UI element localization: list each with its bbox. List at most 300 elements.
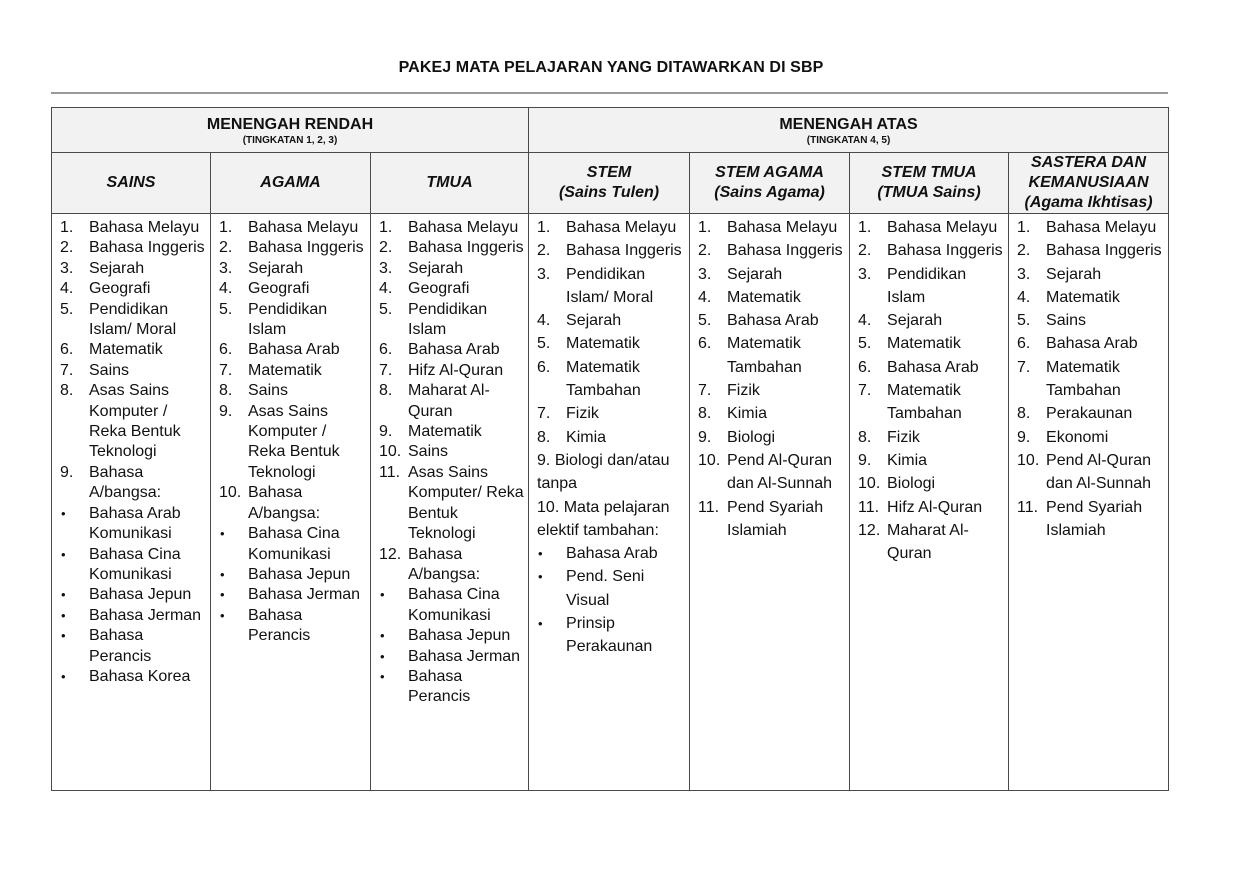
bullet-marker: • xyxy=(61,546,66,562)
numbered-item xyxy=(850,472,1008,495)
numbered-item xyxy=(1009,286,1168,309)
item-label: Pendidikan Islam xyxy=(248,300,328,339)
numbered-item xyxy=(529,332,689,355)
column-header-stem xyxy=(529,153,690,214)
item-label: Bahasa Inggeris xyxy=(566,242,682,260)
bullet-item xyxy=(529,612,689,659)
item-label: Bahasa Arab xyxy=(248,341,340,359)
column-header-line: STEM xyxy=(586,164,632,181)
bullet-item xyxy=(52,585,210,605)
bullet-item xyxy=(371,626,528,646)
item-number: 2. xyxy=(537,242,551,260)
bullet-marker: • xyxy=(61,505,66,521)
item-label: Matematik xyxy=(408,423,482,441)
bullet-marker: • xyxy=(220,587,225,603)
item-number: 3. xyxy=(858,265,872,283)
numbered-item xyxy=(1009,356,1168,403)
numbered-item xyxy=(211,402,370,484)
item-number: 6. xyxy=(1017,335,1031,353)
item-number: 10. xyxy=(219,484,242,502)
item-label: Matematik xyxy=(887,335,961,353)
column-header-sains xyxy=(52,153,211,214)
item-label: Pend Al-Quran dan Al-Sunnah xyxy=(1046,451,1152,493)
numbered-item xyxy=(1009,263,1168,286)
numbered-item xyxy=(690,426,849,449)
numbered-item xyxy=(690,286,849,309)
bullet-marker: • xyxy=(380,648,385,664)
column-header-sastera-dan-kemanusiaan xyxy=(1009,153,1169,214)
item-number: 11. xyxy=(379,463,401,481)
numbered-item xyxy=(690,402,849,425)
numbered-item xyxy=(1009,239,1168,262)
item-number: 10. xyxy=(1017,451,1040,469)
item-number: 6. xyxy=(537,358,551,376)
item-label: Sejarah xyxy=(566,312,622,330)
item-label: Sains xyxy=(248,382,289,400)
item-label: Bahasa Arab xyxy=(408,341,500,359)
numbered-item xyxy=(690,449,849,496)
numbered-item xyxy=(371,422,528,442)
numbered-item xyxy=(1009,402,1168,425)
item-number: 4. xyxy=(1017,288,1031,306)
numbered-item xyxy=(211,259,370,279)
item-number: 2. xyxy=(698,242,712,260)
item-number: 7. xyxy=(379,361,393,379)
bullet-marker: • xyxy=(220,607,225,623)
item-label: Bahasa Inggeris xyxy=(727,242,843,260)
item-number: 8. xyxy=(1017,405,1031,423)
item-label: Fizik xyxy=(727,382,760,400)
group-subtitle: (TINGKATAN 4, 5) xyxy=(806,135,891,146)
column-header-line: AGAMA xyxy=(260,174,321,191)
item-label: Biologi xyxy=(887,475,936,493)
item-label: Bahasa Melayu xyxy=(248,219,359,236)
numbered-item xyxy=(371,381,528,422)
numbered-item xyxy=(371,545,528,586)
item-label: Matematik xyxy=(89,341,163,359)
item-number: 7. xyxy=(858,382,872,400)
column-body-row xyxy=(52,214,1169,791)
numbered-item xyxy=(850,239,1008,262)
item-label: Bahasa Melayu xyxy=(727,219,838,236)
item-number: 10. xyxy=(858,475,881,493)
item-number: 2. xyxy=(858,242,872,260)
item-label: Pendidikan Islam xyxy=(887,265,967,306)
item-number: 4. xyxy=(219,280,233,298)
item-label: Bahasa Perancis xyxy=(408,667,471,706)
numbered-item xyxy=(1009,449,1168,496)
title-divider xyxy=(51,92,1168,94)
item-label: Bahasa Cina Komunikasi xyxy=(408,586,500,624)
item-label: Bahasa Melayu xyxy=(566,219,677,236)
bullet-item xyxy=(529,542,689,565)
item-label: Bahasa Jerman xyxy=(408,647,521,665)
column-header-line: SAINS xyxy=(106,174,156,191)
item-label: Sejarah xyxy=(727,265,783,283)
item-label: Matematik xyxy=(566,335,640,353)
bullet-item xyxy=(211,606,370,647)
bullet-marker: • xyxy=(538,616,543,632)
numbered-item xyxy=(850,519,1008,566)
item-label: Pend Syariah Islamiah xyxy=(727,498,824,539)
item-number: 3. xyxy=(60,259,74,277)
column-body-stem-agama xyxy=(690,214,850,791)
bullet-marker: • xyxy=(380,668,385,684)
item-label: Bahasa Melayu xyxy=(887,219,998,236)
numbered-item xyxy=(850,309,1008,332)
item-label: Kimia xyxy=(887,451,928,469)
numbered-item xyxy=(1009,426,1168,449)
item-number: 8. xyxy=(60,382,74,400)
item-number: 3. xyxy=(537,265,551,283)
item-label: Bahasa Arab xyxy=(727,312,819,330)
item-label: Bahasa Melayu xyxy=(1046,219,1157,236)
item-label: Kimia xyxy=(727,405,768,423)
item-label: Sejarah xyxy=(408,259,464,277)
item-label: Bahasa Korea xyxy=(89,667,191,685)
item-number: 11. xyxy=(698,498,720,516)
item-label: Bahasa Jepun xyxy=(408,627,511,645)
item-number: 1. xyxy=(379,219,393,236)
bullet-item xyxy=(52,606,210,626)
numbered-item xyxy=(211,381,370,401)
item-label: Sains xyxy=(1046,312,1087,330)
item-label: Bahasa Jerman xyxy=(89,606,202,624)
item-label: Kimia xyxy=(566,428,607,446)
item-label: Fizik xyxy=(566,405,599,423)
numbered-item xyxy=(52,218,210,238)
column-header-stem-tmua xyxy=(850,153,1009,214)
bullet-marker: • xyxy=(538,546,543,562)
item-label: Matematik xyxy=(1046,288,1120,306)
item-label: Asas Sains Komputer/ Reka Bentuk Teknologi xyxy=(408,463,524,543)
item-label: Bahasa Jepun xyxy=(89,586,192,604)
item-label: Pend. Seni Visual xyxy=(566,568,645,609)
item-label: Bahasa A/bangsa: xyxy=(248,484,321,522)
item-label: Matematik Tambahan xyxy=(1046,358,1121,400)
item-label: Bahasa Inggeris xyxy=(89,239,205,257)
item-number: 1. xyxy=(537,219,551,236)
item-label: Bahasa Arab xyxy=(887,358,979,376)
numbered-item xyxy=(850,496,1008,519)
item-number: 5. xyxy=(698,312,712,330)
numbered-item xyxy=(850,216,1008,239)
item-number: 6. xyxy=(698,335,712,353)
item-label: Prinsip Perakaunan xyxy=(566,615,653,656)
item-label: Pendidikan Islam/ Moral xyxy=(566,265,654,306)
numbered-item xyxy=(211,218,370,238)
item-label: Bahasa Inggeris xyxy=(887,242,1003,260)
column-body-stem-tmua xyxy=(850,214,1009,791)
numbered-item xyxy=(850,332,1008,355)
item-number: 7. xyxy=(1017,358,1031,376)
item-number: 4. xyxy=(379,280,393,298)
bullet-item xyxy=(211,565,370,585)
bullet-item xyxy=(371,585,528,626)
column-body-tmua xyxy=(371,214,529,791)
numbered-item xyxy=(211,238,370,258)
item-label: Bahasa Arab Komunikasi xyxy=(89,504,181,543)
item-label: Sains xyxy=(89,361,130,379)
numbered-item xyxy=(690,332,849,379)
item-number: 7. xyxy=(60,361,74,379)
bullet-item xyxy=(211,585,370,605)
numbered-item xyxy=(371,279,528,299)
item-number: 3. xyxy=(219,259,233,277)
item-label: Bahasa Arab xyxy=(566,545,658,563)
bullet-item xyxy=(52,667,210,687)
numbered-item xyxy=(690,263,849,286)
numbered-item xyxy=(211,300,370,341)
item-label: Matematik xyxy=(248,361,322,379)
item-label: Fizik xyxy=(887,428,920,446)
item-label: Geografi xyxy=(408,280,470,298)
column-header-row xyxy=(52,153,1169,214)
item-number: 2. xyxy=(60,239,74,257)
item-label: Asas Sains Komputer / Reka Bentuk Teknologi xyxy=(248,402,340,481)
column-header-agama xyxy=(211,153,371,214)
bullet-marker: • xyxy=(61,607,66,623)
bullet-item xyxy=(52,545,210,586)
item-number: 4. xyxy=(858,312,872,330)
numbered-item xyxy=(529,263,689,310)
numbered-item xyxy=(1009,332,1168,355)
item-number: 12. xyxy=(379,545,402,563)
numbered-item xyxy=(52,340,210,360)
item-number: 5. xyxy=(379,300,393,318)
group-header-menengah-rendah xyxy=(52,108,529,153)
item-label: Sejarah xyxy=(248,259,304,277)
item-label: Bahasa Melayu xyxy=(408,219,519,236)
item-label: Sejarah xyxy=(1046,265,1102,283)
item-label: Bahasa Inggeris xyxy=(248,239,364,257)
bullet-marker: • xyxy=(380,628,385,644)
item-number: 5. xyxy=(537,335,551,353)
page-title: PAKEJ MATA PELAJARAN YANG DITAWARKAN DI SBP xyxy=(398,59,824,76)
item-label: Sejarah xyxy=(89,259,145,277)
item-number: 9. xyxy=(379,423,393,441)
item-number: 5. xyxy=(60,300,74,318)
item-label: Matematik Tambahan xyxy=(727,335,802,376)
item-label: Hifz Al-Quran xyxy=(408,361,504,379)
numbered-item xyxy=(850,263,1008,310)
numbered-item xyxy=(371,218,528,238)
item-number: 9. xyxy=(858,451,872,469)
numbered-item xyxy=(371,442,528,462)
numbered-item xyxy=(850,449,1008,472)
item-label: Bahasa Cina Komunikasi xyxy=(89,545,181,583)
item-number: 1. xyxy=(1017,219,1031,236)
column-header-line: STEM TMUA xyxy=(881,164,977,181)
item-label: Bahasa Inggeris xyxy=(1046,242,1162,260)
subject-package-table xyxy=(51,107,1169,791)
item-number: 11. xyxy=(858,498,880,516)
numbered-item xyxy=(690,496,849,543)
numbered-item xyxy=(371,361,528,381)
item-label: Bahasa Perancis xyxy=(248,606,311,645)
item-number: 9. xyxy=(219,402,233,420)
item-label: Bahasa Perancis xyxy=(89,627,152,665)
item-label: Bahasa Jerman xyxy=(248,586,361,604)
column-header-line: KEMANUSIAAN xyxy=(1028,174,1149,191)
item-number: 3. xyxy=(698,265,712,283)
numbered-item xyxy=(1009,496,1168,543)
item-number: 5. xyxy=(1017,312,1031,330)
column-header-stem-agama xyxy=(690,153,850,214)
numbered-item xyxy=(52,238,210,258)
item-label: Pendidikan Islam xyxy=(408,300,488,339)
bullet-marker: • xyxy=(61,628,66,644)
item-number: 9. xyxy=(1017,428,1031,446)
item-label: Bahasa A/bangsa: xyxy=(408,545,481,583)
item-label: Bahasa Inggeris xyxy=(408,239,524,257)
column-header-line: SASTERA DAN xyxy=(1031,154,1147,171)
item-number: 2. xyxy=(379,239,393,257)
numbered-item xyxy=(52,361,210,381)
item-label: Ekonomi xyxy=(1046,428,1109,446)
item-label: Bahasa Cina Komunikasi xyxy=(248,525,340,563)
numbered-item xyxy=(690,239,849,262)
numbered-item xyxy=(52,300,210,341)
column-header-tmua xyxy=(371,153,529,214)
bullet-marker: • xyxy=(61,668,66,684)
item-label: Matematik Tambahan xyxy=(887,382,962,423)
item-number: 7. xyxy=(219,361,233,379)
column-header-line: STEM AGAMA xyxy=(715,164,824,181)
item-number: 3. xyxy=(1017,265,1031,283)
numbered-item xyxy=(211,279,370,299)
column-body-sains xyxy=(52,214,211,791)
numbered-item xyxy=(850,379,1008,426)
column-body-agama xyxy=(211,214,371,791)
bullet-marker: • xyxy=(538,569,543,585)
item-label: Asas Sains Komputer / Reka Bentuk Teknologi xyxy=(89,382,181,461)
item-number: 8. xyxy=(858,428,872,446)
group-title: MENENGAH RENDAH xyxy=(206,116,374,133)
item-number: 4. xyxy=(698,288,712,306)
numbered-item xyxy=(529,239,689,262)
list-item-text: 10. Mata pelajaran elektif tambahan: xyxy=(537,498,670,539)
item-number: 5. xyxy=(219,300,233,318)
item-label: Maharat Al-Quran xyxy=(887,521,969,563)
item-number: 8. xyxy=(379,382,393,400)
bullet-item xyxy=(52,504,210,545)
numbered-item xyxy=(52,463,210,504)
bullet-marker: • xyxy=(220,566,225,582)
item-number: 8. xyxy=(537,428,551,446)
numbered-item xyxy=(371,238,528,258)
item-label: Bahasa Jepun xyxy=(248,565,351,583)
numbered-item xyxy=(850,426,1008,449)
column-header-line: (Sains Tulen) xyxy=(558,184,660,201)
item-label: Sejarah xyxy=(887,312,943,330)
numbered-item xyxy=(371,259,528,279)
numbered-item xyxy=(371,300,528,341)
numbered-item xyxy=(529,426,689,449)
group-header-menengah-atas xyxy=(529,108,1169,153)
bullet-item xyxy=(211,524,370,565)
item-number: 1. xyxy=(858,219,872,236)
bullet-item xyxy=(529,565,689,612)
item-label: Geografi xyxy=(248,280,310,298)
numbered-item xyxy=(52,259,210,279)
item-number: 6. xyxy=(379,341,393,359)
item-number: 2. xyxy=(219,239,233,257)
numbered-item xyxy=(371,463,528,545)
item-number: 5. xyxy=(858,335,872,353)
column-header-line: (TMUA Sains) xyxy=(877,184,981,201)
numbered-item xyxy=(211,340,370,360)
item-label: Maharat Al-Quran xyxy=(408,382,490,420)
item-label: Bahasa Arab xyxy=(1046,335,1138,353)
item-number: 1. xyxy=(60,219,74,236)
item-label: Bahasa A/bangsa: xyxy=(89,463,162,502)
numbered-item xyxy=(850,356,1008,379)
group-subtitle: (TINGKATAN 1, 2, 3) xyxy=(242,135,338,146)
item-number: 4. xyxy=(60,280,74,298)
item-number: 3. xyxy=(379,259,393,277)
item-number: 11. xyxy=(1017,498,1039,516)
item-number: 4. xyxy=(537,312,551,330)
item-label: Geografi xyxy=(89,280,151,298)
column-header-line: (Agama Ikhtisas) xyxy=(1024,194,1153,211)
item-number: 7. xyxy=(698,382,712,400)
bullet-item xyxy=(371,647,528,667)
item-number: 10. xyxy=(698,451,721,469)
item-number: 9. xyxy=(60,463,74,481)
item-number: 1. xyxy=(219,219,233,236)
group-title: MENENGAH ATAS xyxy=(779,116,918,133)
numbered-item xyxy=(1009,216,1168,239)
column-body-sastera-dan-kemanusiaan xyxy=(1009,214,1169,791)
bullet-item xyxy=(52,626,210,667)
item-label: Hifz Al-Quran xyxy=(887,498,983,516)
numbered-item xyxy=(211,361,370,381)
item-label: Matematik Tambahan xyxy=(566,358,641,400)
item-label: Pend Al-Quran dan Al-Sunnah xyxy=(727,451,833,493)
numbered-item xyxy=(1009,309,1168,332)
column-body-stem xyxy=(529,214,690,791)
item-number: 8. xyxy=(219,382,233,400)
bullet-marker: • xyxy=(61,587,66,603)
item-label: Pend Syariah Islamiah xyxy=(1046,498,1143,539)
column-header-line: TMUA xyxy=(426,174,473,191)
item-number: 8. xyxy=(698,405,712,423)
item-number: 2. xyxy=(1017,242,1031,260)
item-number: 6. xyxy=(60,341,74,359)
item-number: 12. xyxy=(858,521,881,539)
item-label: Bahasa Melayu xyxy=(89,219,200,236)
item-label: Sains xyxy=(408,443,449,461)
item-label: Perakaunan xyxy=(1046,405,1133,423)
numbered-item xyxy=(211,483,370,524)
numbered-item xyxy=(690,379,849,402)
item-number: 9. xyxy=(698,428,712,446)
item-number: 1. xyxy=(698,219,712,236)
numbered-item xyxy=(690,216,849,239)
bullet-item xyxy=(371,667,528,708)
bullet-marker: • xyxy=(220,526,225,542)
item-number: 10. xyxy=(379,443,402,461)
numbered-item xyxy=(690,309,849,332)
bullet-marker: • xyxy=(380,587,385,603)
item-number: 6. xyxy=(219,341,233,359)
numbered-item xyxy=(371,340,528,360)
numbered-item xyxy=(529,402,689,425)
item-label: Biologi xyxy=(727,428,776,446)
item-number: 6. xyxy=(858,358,872,376)
numbered-item xyxy=(52,381,210,463)
